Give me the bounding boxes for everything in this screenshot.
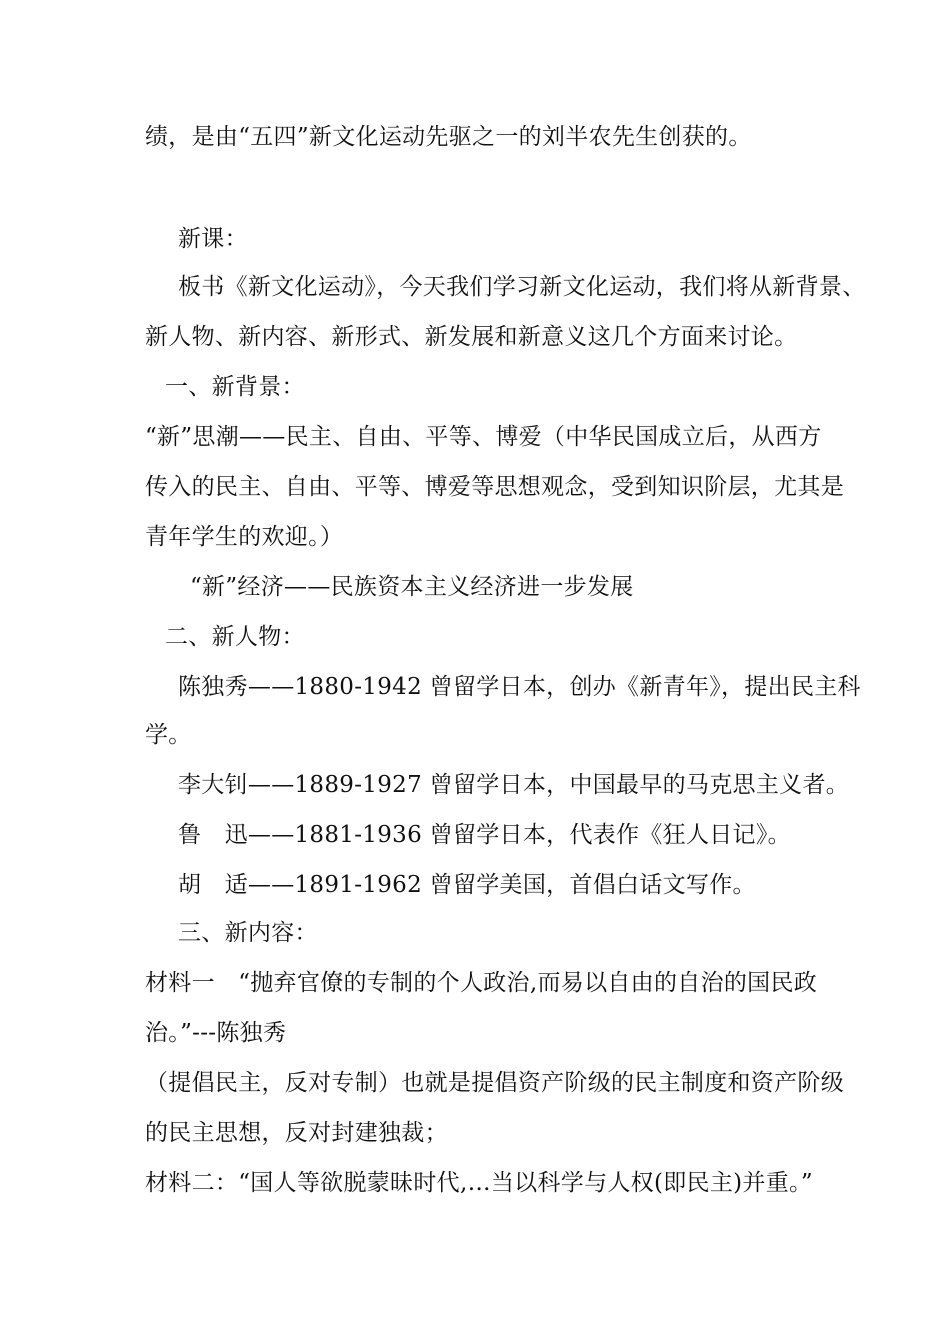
person-chen-duxiu-line-1: 陈独秀——1880-1942 曾留学日本，创办《新青年》，提出民主科 bbox=[178, 674, 861, 700]
explanation-line-1: （提倡民主，反对专制）也就是提倡资产阶级的民主制度和资产阶级 bbox=[145, 1070, 844, 1096]
material-one-line-1: 材料一 “抛弃官僚的专制的个人政治,而易以自由的自治的国民政 bbox=[145, 970, 818, 996]
new-thought-line-1: “新”思潮——民主、自由、平等、博爱（中华民国成立后，从西方 bbox=[145, 424, 822, 450]
explanation-line-2: 的民主思想，反对封建独裁； bbox=[145, 1120, 448, 1146]
section-heading-people: 二、新人物： bbox=[165, 624, 305, 650]
section-heading-content: 三、新内容： bbox=[178, 920, 318, 946]
new-thought-line-2: 传入的民主、自由、平等、博爱等思想观念，受到知识阶层，尤其是 bbox=[145, 474, 844, 500]
material-two-line: 材料二：“国人等欲脱蒙昧时代,…当以科学与人权(即民主)并重。” bbox=[145, 1170, 813, 1196]
section-heading-background: 一、新背景： bbox=[165, 374, 305, 400]
new-lesson-heading: 新课： bbox=[178, 226, 248, 252]
person-li-dazhao: 李大钊——1889-1927 曾留学日本，中国最早的马克思主义者。 bbox=[178, 772, 850, 798]
paragraph-intro-line-1: 板书《新文化运动》，今天我们学习新文化运动，我们将从新背景、 bbox=[178, 274, 866, 300]
new-thought-line-3: 青年学生的欢迎。） bbox=[145, 524, 344, 550]
person-lu-xun: 鲁 迅——1881-1936 曾留学日本，代表作《狂人日记》。 bbox=[178, 822, 791, 848]
new-economy-line: “新”经济——民族资本主义经济进一步发展 bbox=[190, 574, 634, 600]
text-line-continuation: 绩，是由“五四”新文化运动先驱之一的刘半农先生创获的。 bbox=[145, 124, 752, 150]
person-chen-duxiu-line-2: 学。 bbox=[145, 722, 192, 748]
paragraph-intro-line-2: 新人物、新内容、新形式、新发展和新意义这几个方面来讨论。 bbox=[145, 324, 798, 350]
person-hu-shi: 胡 适——1891-1962 曾留学美国，首倡白话文写作。 bbox=[178, 872, 756, 898]
material-one-line-2: 治。”---陈独秀 bbox=[145, 1020, 287, 1046]
